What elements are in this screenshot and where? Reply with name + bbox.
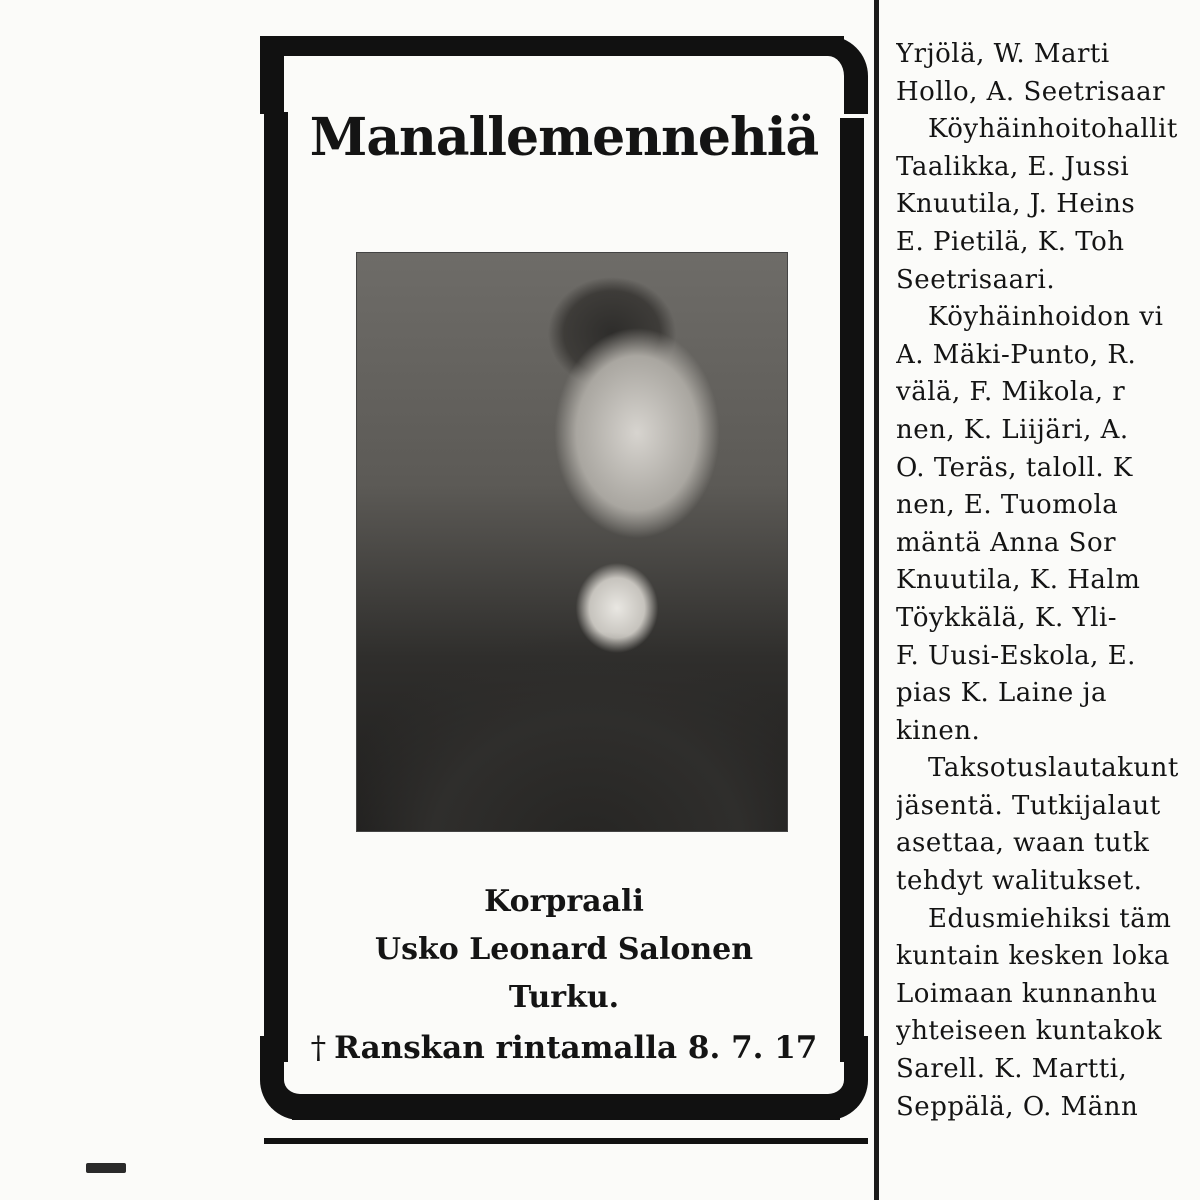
obituary-frame [260,36,868,1144]
frame-top-border [284,36,844,56]
text-line: Töykkälä, K. Yli- [896,602,1118,633]
obituary-rank: Korpraali [484,884,644,919]
portrait-suit-shading [357,591,787,831]
text-line: välä, F. Mikola, r [896,377,1126,408]
text-line: kuntain kesken loka [896,941,1170,972]
text-line: nen, K. Liijäri, A. [896,414,1129,445]
text-line: Knuutila, J. Heins [896,189,1136,220]
obituary-place: Turku. [508,980,620,1015]
text-line: Loimaan kunnanhu [896,978,1158,1009]
text-line: O. Teräs, taloll. K [896,452,1133,483]
obituary-death-text: Ranskan rintamalla 8. 7. 17 [334,1030,818,1066]
obituary-death-line [290,1030,838,1066]
text-line: pias K. Laine ja [896,678,1108,709]
text-line: Seppälä, O. Männ [896,1091,1139,1122]
text-line: nen, E. Tuomola [896,490,1119,521]
right-column-text [896,36,1200,1200]
left-column-remnant [86,1163,126,1173]
text-line: tehdyt walitukset. [896,866,1143,897]
obituary-name: Usko Leonard Salonen [374,932,754,967]
frame-bottom-rule [264,1138,868,1144]
text-line: jäsentä. Tutkijalaut [896,790,1161,821]
frame-bottom-border [292,1094,840,1120]
text-line: Taalikka, E. Jussi [896,151,1130,182]
text-line: E. Pietilä, K. Toh [896,226,1125,257]
text-line: Hollo, A. Seetrisaar [896,76,1165,107]
text-line: F. Uusi-Eskola, E. [896,640,1136,671]
column-rule [874,0,879,1200]
text-line: mäntä Anna Sor [896,527,1117,558]
frame-corner-top-right [786,36,868,114]
text-line: Sarell. K. Martti, [896,1054,1128,1085]
text-line: Yrjölä, W. Marti [896,39,1110,69]
text-line: yhteiseen kuntakok [896,1016,1163,1047]
text-line: Köyhäinhoitohallit [928,114,1178,145]
portrait-photo [356,252,788,832]
text-line: A. Mäki-Punto, R. [896,339,1137,370]
text-line: Seetrisaari. [896,264,1056,295]
text-line: Köyhäinhoidon vi [928,302,1164,333]
text-line: Knuutila, K. Halm [896,565,1141,596]
text-line: kinen. [896,715,981,746]
cross-icon: † [310,1030,327,1066]
obituary-heading: Manallemennehiä [309,107,819,168]
text-line: asettaa, waan tutk [896,828,1150,859]
frame-right-border [840,118,864,1062]
text-line: Taksotuslautakunt [928,753,1179,784]
frame-left-border [264,112,288,1062]
frame-corner-top-left [260,36,342,114]
text-line: Edusmiehiksi täm [928,903,1172,934]
